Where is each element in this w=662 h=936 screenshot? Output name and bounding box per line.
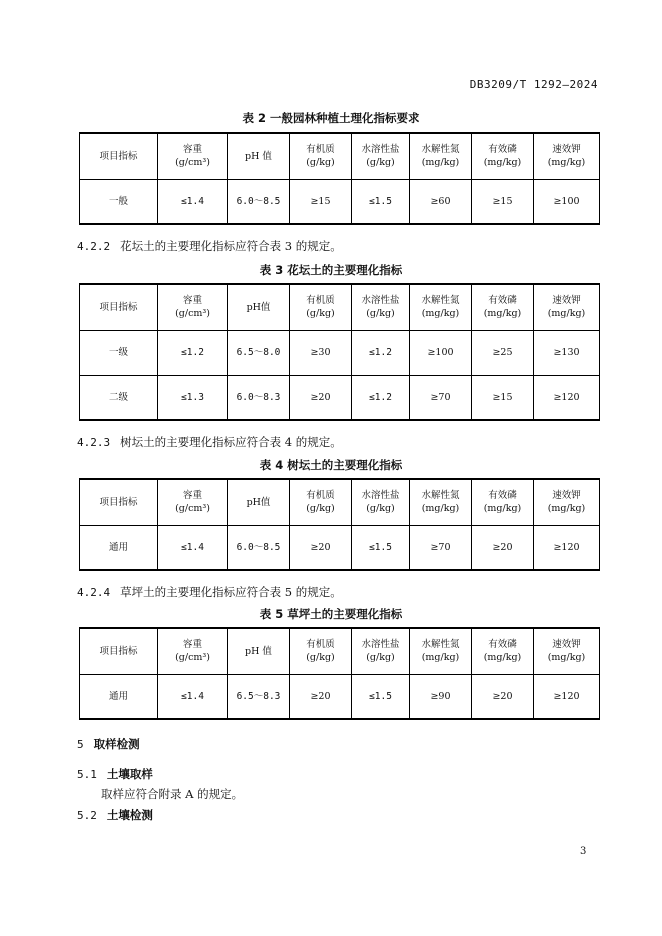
potassium-value: ≥120	[534, 674, 600, 719]
bulk-density-value: ≤1.4	[158, 674, 228, 719]
header-organic: 有机质 (g/kg)	[290, 284, 352, 330]
phosphorus-value: ≥15	[472, 179, 534, 224]
header-organic: 有机质 (g/kg)	[290, 133, 352, 179]
nitrogen-value: ≥60	[410, 179, 472, 224]
header-nitrogen: 水解性氮 (mg/kg)	[410, 284, 472, 330]
clause-4-2-4: 4.2.4 草坪土的主要理化指标应符合表 5 的规定。	[77, 585, 342, 599]
header-salt: 水溶性盐 (g/kg)	[352, 628, 410, 674]
header-potassium: 速效钾 (mg/kg)	[534, 133, 600, 179]
organic-value: ≥30	[290, 330, 352, 375]
salt-value: ≤1.5	[352, 525, 410, 570]
nitrogen-value: ≥100	[410, 330, 472, 375]
section-5-1-heading: 5.1 土壤取样	[77, 767, 153, 781]
clause-4-2-2: 4.2.2 花坛土的主要理化指标应符合表 3 的规定。	[77, 239, 342, 253]
table5-caption: 表 5 草坪土的主要理化指标	[259, 607, 403, 621]
table3-caption: 表 3 花坛土的主要理化指标	[259, 263, 403, 277]
organic-value: ≥15	[290, 179, 352, 224]
header-nitrogen: 水解性氮 (mg/kg)	[410, 479, 472, 525]
table3	[79, 283, 600, 421]
clause-4-2-3: 4.2.3 树坛土的主要理化指标应符合表 4 的规定。	[77, 435, 342, 449]
standard-code: DB3209/T 1292—2024	[469, 78, 598, 91]
table-row	[80, 179, 600, 224]
organic-value: ≥20	[290, 525, 352, 570]
header-salt: 水溶性盐 (g/kg)	[352, 284, 410, 330]
row-name: 二级	[80, 375, 158, 420]
salt-value: ≤1.5	[352, 674, 410, 719]
table-header-row	[80, 479, 600, 525]
phosphorus-value: ≥20	[472, 525, 534, 570]
header-bulk-density: 容重 (g/cm³)	[158, 284, 228, 330]
nitrogen-value: ≥70	[410, 375, 472, 420]
table-row	[80, 525, 600, 570]
table5	[79, 627, 600, 720]
table-row	[80, 330, 600, 375]
header-potassium: 速效钾 (mg/kg)	[534, 628, 600, 674]
header-ph: pH 值	[228, 133, 290, 179]
section-5-heading: 5 取样检测	[77, 737, 140, 751]
header-phosphorus: 有效磷 (mg/kg)	[472, 133, 534, 179]
salt-value: ≤1.2	[352, 375, 410, 420]
header-bulk-density: 容重 (g/cm³)	[158, 133, 228, 179]
row-name: 一般	[80, 179, 158, 224]
table2-caption: 表 2 一般园林种植土理化指标要求	[242, 111, 420, 125]
header-organic: 有机质 (g/kg)	[290, 479, 352, 525]
header-potassium: 速效钾 (mg/kg)	[534, 284, 600, 330]
ph-value: 6.5～8.3	[228, 674, 290, 719]
table-header-row	[80, 133, 600, 179]
header-bulk-density: 容重 (g/cm³)	[158, 628, 228, 674]
header-nitrogen: 水解性氮 (mg/kg)	[410, 628, 472, 674]
potassium-value: ≥120	[534, 375, 600, 420]
row-name: 一级	[80, 330, 158, 375]
organic-value: ≥20	[290, 375, 352, 420]
table-header-row	[80, 284, 600, 330]
potassium-value: ≥100	[534, 179, 600, 224]
bulk-density-value: ≤1.4	[158, 525, 228, 570]
table2	[79, 132, 600, 225]
phosphorus-value: ≥25	[472, 330, 534, 375]
section-5-2-heading: 5.2 土壤检测	[77, 808, 153, 822]
bulk-density-value: ≤1.4	[158, 179, 228, 224]
header-item: 项目指标	[80, 284, 158, 330]
ph-value: 6.0～8.3	[228, 375, 290, 420]
row-name: 通用	[80, 674, 158, 719]
header-ph: pH值	[228, 284, 290, 330]
ph-value: 6.0～8.5	[228, 525, 290, 570]
ph-value: 6.5～8.0	[228, 330, 290, 375]
header-ph: pH 值	[228, 628, 290, 674]
header-nitrogen: 水解性氮 (mg/kg)	[410, 133, 472, 179]
salt-value: ≤1.5	[352, 179, 410, 224]
header-organic: 有机质 (g/kg)	[290, 628, 352, 674]
nitrogen-value: ≥90	[410, 674, 472, 719]
page-number: 3	[580, 846, 587, 857]
table4	[79, 478, 600, 571]
header-salt: 水溶性盐 (g/kg)	[352, 133, 410, 179]
header-item: 项目指标	[80, 628, 158, 674]
bulk-density-value: ≤1.3	[158, 375, 228, 420]
header-ph: pH值	[228, 479, 290, 525]
header-item: 项目指标	[80, 133, 158, 179]
section-5-1-text: 取样应符合附录 A 的规定。	[101, 787, 244, 801]
table-row	[80, 375, 600, 420]
organic-value: ≥20	[290, 674, 352, 719]
nitrogen-value: ≥70	[410, 525, 472, 570]
header-phosphorus: 有效磷 (mg/kg)	[472, 284, 534, 330]
salt-value: ≤1.2	[352, 330, 410, 375]
header-salt: 水溶性盐 (g/kg)	[352, 479, 410, 525]
header-phosphorus: 有效磷 (mg/kg)	[472, 628, 534, 674]
header-phosphorus: 有效磷 (mg/kg)	[472, 479, 534, 525]
row-name: 通用	[80, 525, 158, 570]
phosphorus-value: ≥15	[472, 375, 534, 420]
table-row	[80, 674, 600, 719]
table-header-row	[80, 628, 600, 674]
potassium-value: ≥120	[534, 525, 600, 570]
bulk-density-value: ≤1.2	[158, 330, 228, 375]
potassium-value: ≥130	[534, 330, 600, 375]
header-item: 项目指标	[80, 479, 158, 525]
table4-caption: 表 4 树坛土的主要理化指标	[259, 458, 403, 472]
header-potassium: 速效钾 (mg/kg)	[534, 479, 600, 525]
ph-value: 6.0～8.5	[228, 179, 290, 224]
phosphorus-value: ≥20	[472, 674, 534, 719]
header-bulk-density: 容重 (g/cm³)	[158, 479, 228, 525]
